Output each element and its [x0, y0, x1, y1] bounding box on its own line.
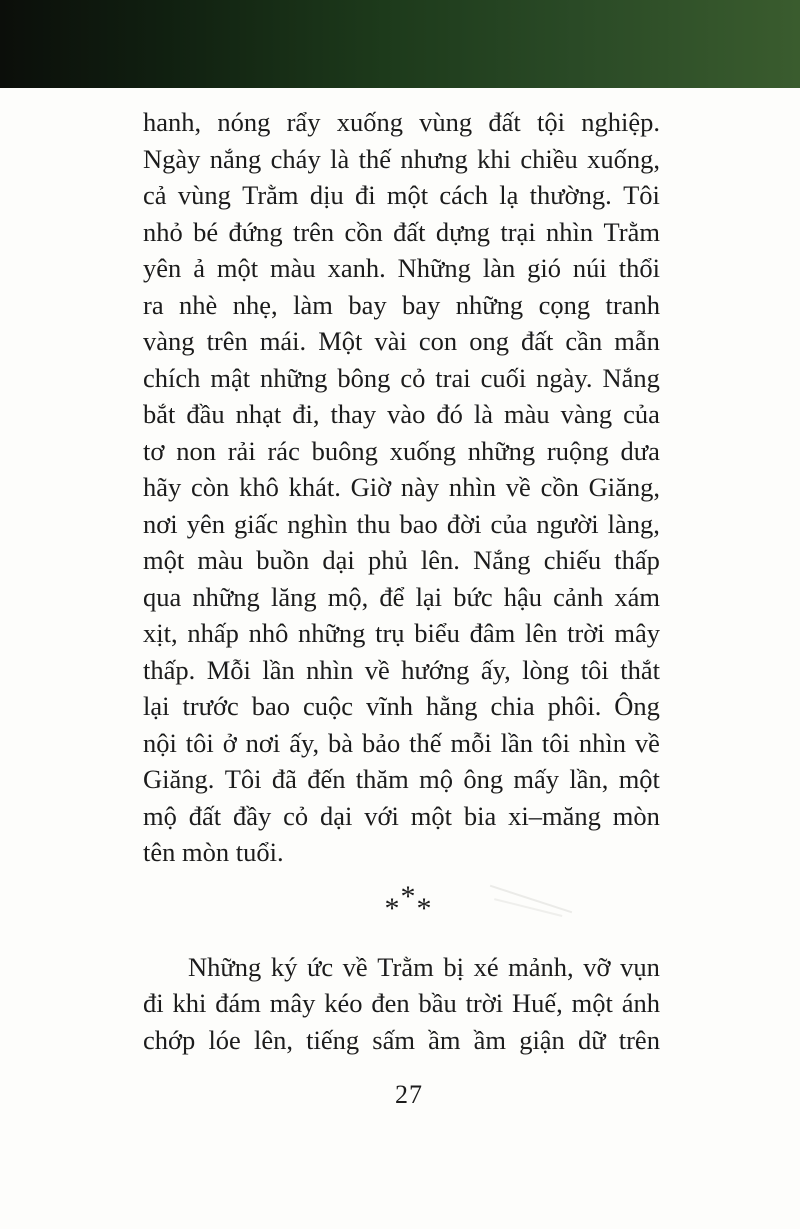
text-line: hanh, nóng rẩy xuống vùng đất tội nghiệp. — [143, 107, 660, 137]
text-line: Ngày nắng cháy là thế nhưng khi chiều xuống, — [143, 143, 660, 174]
text-line: mộ đất đầy cỏ dại với một bia xi–măng mòn — [143, 800, 660, 831]
section-separator — [143, 879, 660, 925]
page-edge-dark-band — [0, 0, 800, 88]
text-line: yên ả một màu xanh. Những làn gió núi thổi — [143, 253, 660, 283]
separator-asterisk: * — [400, 879, 417, 913]
text-line: vàng trên mái. Một vài con ong đất cần mẫn — [143, 326, 660, 356]
text-line: một màu buồn dại phủ lên. Nắng chiếu thấp — [143, 545, 660, 575]
text-line: lại trước bao cuộc vĩnh hằng chia phôi. Ông — [143, 691, 660, 721]
text-line: Giăng. Tôi đã đến thăm mộ ông mấy lần, một — [143, 764, 660, 794]
text-line: hãy còn khô khát. Giờ này nhìn về cồn Giăng, — [143, 472, 660, 502]
text-line: nơi yên giấc nghìn thu bao đời của người làng, — [143, 508, 660, 539]
text-line: đi khi đám mây kéo đen bầu trời Huế, một ánh — [143, 988, 660, 1018]
text-line: cả vùng Trằm dịu đi một cách lạ thường. Tôi — [143, 180, 660, 210]
text-line: thấp. Mỗi lần nhìn về hướng ấy, lòng tôi thắt — [143, 654, 660, 685]
text-line: qua những lăng mộ, để lại bức hậu cảnh xám — [143, 581, 660, 612]
page-number: 27 — [395, 1080, 423, 1109]
text-line: xịt, nhấp nhô những trụ biểu đâm lên trời mây — [143, 618, 660, 648]
text-line: nội tôi ở nơi ấy, bà bảo thế mỗi lần tôi nhìn về — [143, 727, 660, 758]
page-text-block — [143, 104, 660, 1058]
text-line: Những ký ức về Trằm bị xé mảnh, vỡ vụn — [188, 951, 660, 982]
text-line: bắt đầu nhạt đi, thay vào đó là màu vàng của — [143, 399, 660, 429]
text-line: nhỏ bé đứng trên cồn đất dựng trại nhìn Trằm — [143, 216, 660, 247]
text-line: chớp lóe lên, tiếng sấm ầm ầm giận dữ trên — [143, 1024, 660, 1055]
paragraph-2 — [143, 949, 660, 1059]
text-line: tơ non rải rác buông xuống những ruộng dưa — [143, 435, 660, 466]
separator-asterisk: * — [384, 891, 401, 925]
text-line: chích mật những bông cỏ trai cuối ngày. Nắng — [143, 362, 660, 393]
text-line: ra nhè nhẹ, làm bay bay những cọng tranh — [143, 289, 660, 320]
text-line: tên mòn tuổi. — [143, 837, 284, 867]
paragraph-1 — [143, 104, 660, 871]
separator-asterisk: * — [416, 891, 433, 925]
